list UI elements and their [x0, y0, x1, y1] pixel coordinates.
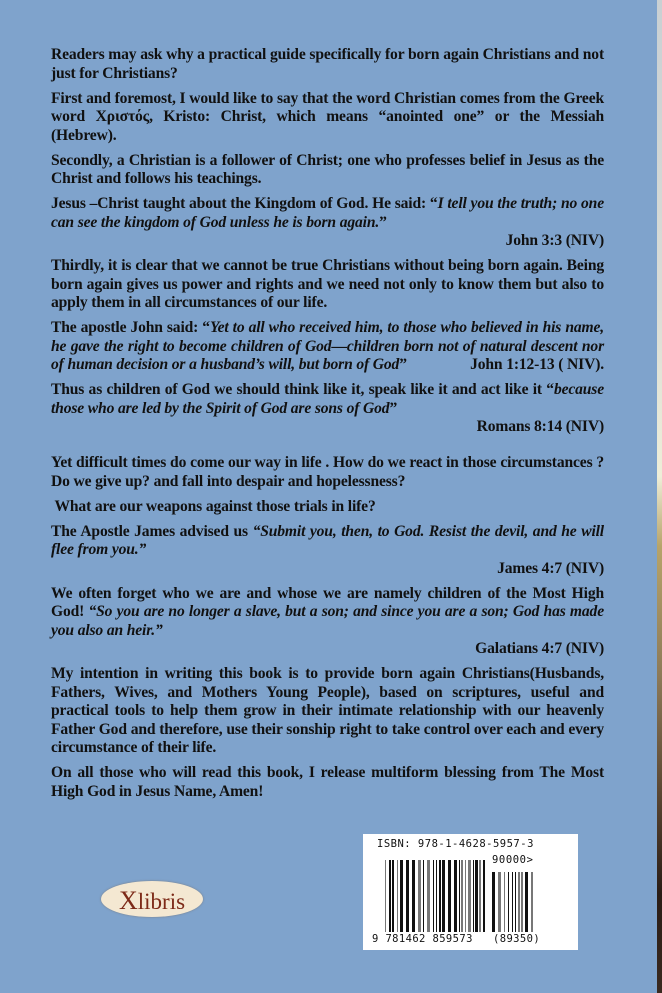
isbn-label: ISBN: 978-1-4628-5957-3 [377, 838, 534, 850]
scripture-reference: John 1:12-13 ( NIV). [470, 356, 604, 373]
barcode-bar [439, 860, 441, 932]
scripture-quote: “So you are no longer a slave, but a son; and since you are a son; God has made you also an heir.” [51, 603, 604, 639]
barcode-bar [423, 860, 424, 932]
logo-letters: libris [137, 889, 186, 914]
barcode-bar [521, 872, 523, 932]
paragraph [51, 381, 604, 437]
logo-text [101, 886, 203, 916]
barcode-bar [412, 860, 415, 932]
scripture-quote: because those who are led by the Spirit of God are sons of God [51, 381, 604, 417]
back-cover-text [51, 46, 604, 808]
quote-mark: ” [399, 356, 407, 373]
barcode-bar [508, 872, 509, 932]
paragraph-text: Thus as children of God we should think like it, speak like it and act like it “ [51, 381, 554, 398]
barcode-bar [459, 860, 460, 932]
barcode-digits: 9 781462 859573 [372, 933, 473, 945]
barcode-bars [383, 860, 563, 936]
barcode-bar [515, 872, 516, 932]
paragraph [51, 523, 604, 579]
barcode-bar [461, 860, 463, 932]
scripture-reference: Galatians 4:7 (NIV) [475, 640, 604, 657]
barcode-bar [397, 860, 398, 932]
addon-code: 90000> [492, 854, 534, 866]
barcode-bar [385, 860, 386, 932]
scripture-quote: “Submit you, then, to God. Resist the devil, and he will flee from you.” [51, 522, 604, 558]
barcode-bar [433, 860, 434, 932]
isbn-barcode [363, 834, 578, 950]
paragraph: On all those who will read this book, I release multiform blessing from The Most High God in Jesus Name, Amen! [51, 764, 604, 800]
quote-mark: ” [389, 399, 398, 417]
paragraph [51, 195, 604, 251]
barcode-bar [442, 860, 445, 932]
barcode-bar [479, 860, 481, 932]
paragraph: What are our weapons against those trials in life? [51, 497, 376, 515]
barcode-bar [406, 860, 409, 932]
barcode-bar [392, 860, 394, 932]
barcode-bar [418, 860, 421, 932]
paragraph: Readers may ask why a practical guide specifically for born again Christians and not just for Christians? [51, 46, 604, 82]
barcode-bar [436, 860, 437, 932]
addon-digits: (89350) [493, 933, 541, 945]
scripture-reference: Romans 8:14 (NIV) [476, 418, 604, 435]
barcode-bar [483, 860, 485, 932]
barcode-bar [465, 860, 466, 932]
barcode-bar [473, 860, 474, 932]
logo-letter-x: X [118, 886, 138, 915]
barcode-bar [525, 872, 528, 932]
paragraph: My intention in writing this book is to provide born again Christians(Husbands, Fathers, Wives, and Mothers Young People), based on scriptures, useful and practical tools to help them grow in their intimate relationship with our heavenly Father God and therefore, use their sonship right to take control over each and every circumstance of their life. [51, 665, 604, 756]
barcode-bar [389, 860, 391, 932]
paragraph [51, 319, 604, 375]
barcode-bar [468, 860, 471, 932]
paragraph: Secondly, a Christian is a follower of Christ; one who professes belief in Jesus as the Christ and follows his teachings. [51, 151, 604, 187]
paragraph [51, 585, 604, 659]
scripture-reference: John 3:3 (NIV) [505, 232, 604, 249]
barcode-bar [400, 860, 403, 932]
paragraph-text: The Apostle James advised us [51, 522, 253, 540]
quote-mark: ” [379, 213, 387, 231]
paragraph: Yet difficult times do come our way in life . How do we react in those circumstances ? Do we give up? and fall into despair and hopelessness? [51, 454, 604, 490]
barcode-bar [454, 860, 457, 932]
paragraph-text: Jesus –Christ taught about the Kingdom of God. He said: “ [51, 195, 438, 212]
paragraph-text: The apostle John said: “ [51, 319, 210, 336]
barcode-bar [504, 872, 505, 932]
spine-edge [657, 0, 662, 993]
publisher-logo [101, 881, 203, 917]
scripture-reference: James 4:7 (NIV) [497, 559, 604, 577]
paragraph: Thirdly, it is clear that we cannot be true Christians without being born again. Being born again gives us power and rights and we need not only to know them but also to apply them in all circumstances of our life. [51, 257, 604, 311]
barcode-bar [448, 860, 451, 932]
barcode-bar [512, 872, 513, 932]
spacer [51, 443, 604, 454]
paragraph-text: We often forget who we are and whose we are namely children of the Most High God! [51, 584, 604, 620]
barcode-bar [492, 872, 495, 932]
scripture-quote: Yet to all who received him, to those who believed in his name, he gave the right to become children of God—children born not of natural descent nor of human decision or a husband’s will, but born of God [51, 319, 604, 373]
barcode-bar [498, 872, 501, 932]
scripture-quote: I tell you the truth; no one can see the kingdom of God unless he is born again. [51, 195, 604, 231]
paragraph: First and foremost, I would like to say that the word Christian comes from the Greek word Χριστός, Kristo: Christ, which means “anointed one” or the Messiah (Hebrew). [51, 89, 604, 144]
barcode-bar [475, 860, 478, 932]
barcode-bar [518, 872, 520, 932]
barcode-bar [531, 872, 533, 932]
barcode-bar [427, 860, 430, 932]
